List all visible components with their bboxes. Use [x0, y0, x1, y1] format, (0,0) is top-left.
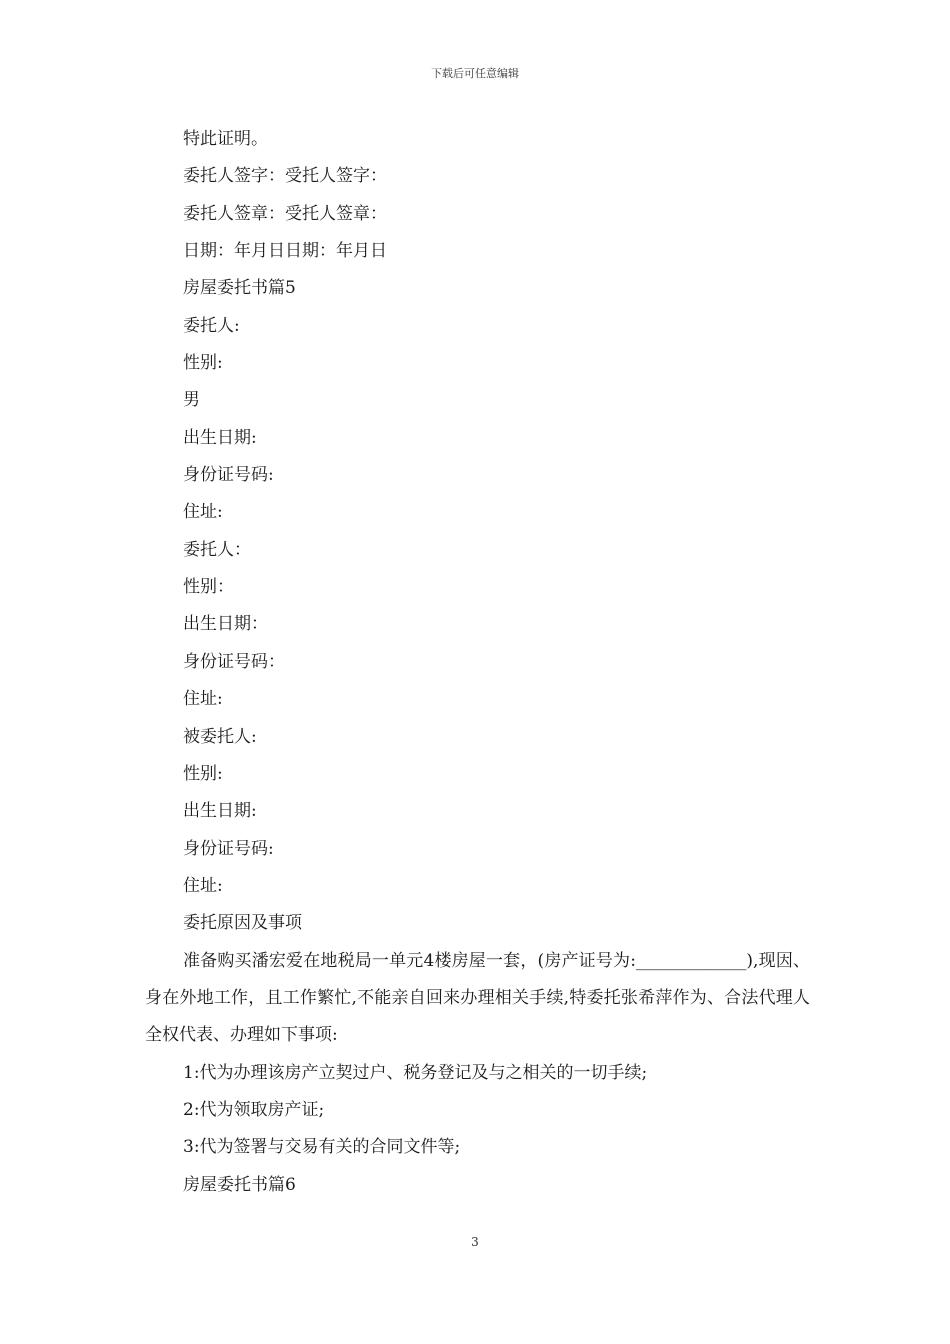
text-line: 日期：年月日日期：年月日	[183, 241, 387, 262]
text-line: 住址:	[183, 875, 223, 896]
page-header: 下载后可任意编辑	[431, 67, 519, 80]
section-heading: 房屋委托书篇5	[183, 278, 296, 299]
text-line: 身份证号码：	[183, 651, 285, 672]
list-item: 1:代为办理该房产立契过户、税务登记及与之相关的一切手续;	[183, 1062, 648, 1083]
text-line: 身份证号码:	[183, 465, 274, 486]
text-line: 性别:	[183, 353, 223, 374]
text-line: 委托人签章：受托人签章：	[183, 203, 387, 224]
list-item: 2:代为领取房产证;	[183, 1099, 325, 1120]
text-line: 委托人签字：受托人签字：	[183, 166, 387, 187]
text-line: 特此证明。	[183, 129, 268, 149]
text-line: 委托原因及事项	[183, 913, 302, 934]
text-line: 被委托人:	[183, 726, 257, 747]
text-line: 性别：	[183, 577, 234, 598]
text-line: 男	[183, 390, 200, 411]
body-paragraph: 准备购买潘宏爱在地税局一单元4楼房屋一套，(房产证号为:_____________),现因、身在外地工作，且工作繁忙,不能亲自回来办理相关手续,特委托张希萍作为、合法代理人全权代表、办理如下事项:	[145, 950, 810, 1046]
list-item: 3:代为签署与交易有关的合同文件等;	[183, 1137, 461, 1158]
text-line: 出生日期:	[183, 801, 257, 822]
text-line: 出生日期:	[183, 427, 257, 448]
document-body	[145, 121, 810, 1204]
text-line: 性别:	[183, 763, 223, 784]
page-number: 3	[471, 1235, 479, 1249]
text-line: 身份证号码:	[183, 838, 274, 859]
text-line: 委托人：	[183, 539, 251, 560]
section-heading: 房屋委托书篇6	[183, 1174, 296, 1195]
text-line: 委托人:	[183, 315, 240, 336]
text-line: 住址:	[183, 689, 223, 710]
text-line: 住址:	[183, 502, 223, 523]
text-line: 出生日期：	[183, 614, 268, 635]
